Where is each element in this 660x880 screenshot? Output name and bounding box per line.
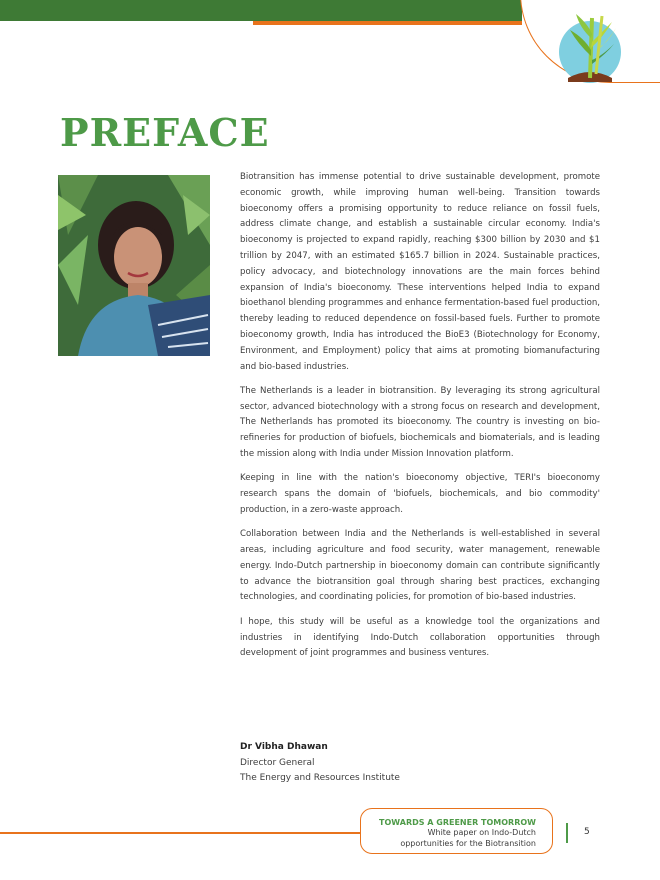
header-orange-bar — [253, 21, 522, 25]
footer-title: TOWARDS A GREENER TOMORROW — [379, 818, 536, 827]
footer-divider — [566, 823, 568, 843]
signatory-organization: The Energy and Resources Institute — [240, 773, 400, 783]
plant-sprout-icon — [550, 8, 630, 86]
signatory-designation: Director General — [240, 757, 315, 768]
paragraph: I hope, this study will be useful as a knowledge tool the organizations and industries in identifying Indo-Dutch collaboration opportunities through development of joint programmes and business ventures. — [240, 616, 600, 659]
signatory-name: Dr Vibha Dhawan — [240, 742, 328, 752]
footer-subtitle-line2: opportunities for the Biotransition — [400, 838, 536, 848]
header-green-bar — [0, 0, 522, 21]
footer-badge — [360, 808, 553, 854]
paragraph: Biotransition has immense potential to drive sustainable development, promote economic growth, while improving human well-being. Transition towards bioeconomy offers a promising opportunity to reduce reliance on fossil fuels, address climate change, and establish a sustainable circular economy. India's bioeconomy is projected to expand rapidly, reaching $300 billion by 2030 and $1 trillion by 2047, with an estimated $165.7 billion in 2024. Sustainable practices, policy advocacy, and biotechnology innovations are the main forces behind expansion of India's bioeconomy. These interventions helped India to expand bioethanol blending programmes and enhance fermentation-based fuel production, thereby leading to reduced dependence on fossil-based fuels. Further to promote bioeconomy growth, India has introduced the BioE3 (Biotechnology for Economy, Environment, and Employment) policy that aims at promoting biomanufacturing and bio-based industries. — [240, 172, 600, 372]
page-number: 5 — [584, 827, 590, 837]
page-title: PREFACE — [60, 110, 270, 155]
paragraph: Keeping in line with the nation's bioeconomy objective, TERI's bioeconomy research spans the domain of 'biofuels, biochemicals, and bio commodity' production, in a zero-waste approach. — [240, 473, 600, 515]
paragraph: The Netherlands is a leader in biotransition. By leveraging its strong agricultural sector, advanced biotechnology with a strong focus on research and development, The Netherlands has promoted its bioeconomy. The country is investing on bio-refineries for production of biofuels, biochemicals and biomaterials, and is leading the mission along with India under Mission Innovation platform. — [240, 385, 600, 460]
portrait-photo — [58, 175, 210, 356]
paragraph: Collaboration between India and the Netherlands is well-established in several areas, including agriculture and food security, water management, renewable energy. Indo-Dutch partnership in bioeconomy domain can contribute significantly to advance the biotransition goal through sharing best practices, exchanging technologies, and coordinating policies, for promotion of bio-based industries. — [240, 529, 600, 603]
footer-line — [0, 832, 360, 834]
preface-body — [240, 170, 600, 671]
footer-subtitle-line1: White paper on Indo-Dutch — [427, 828, 536, 837]
signature-block — [240, 740, 400, 787]
